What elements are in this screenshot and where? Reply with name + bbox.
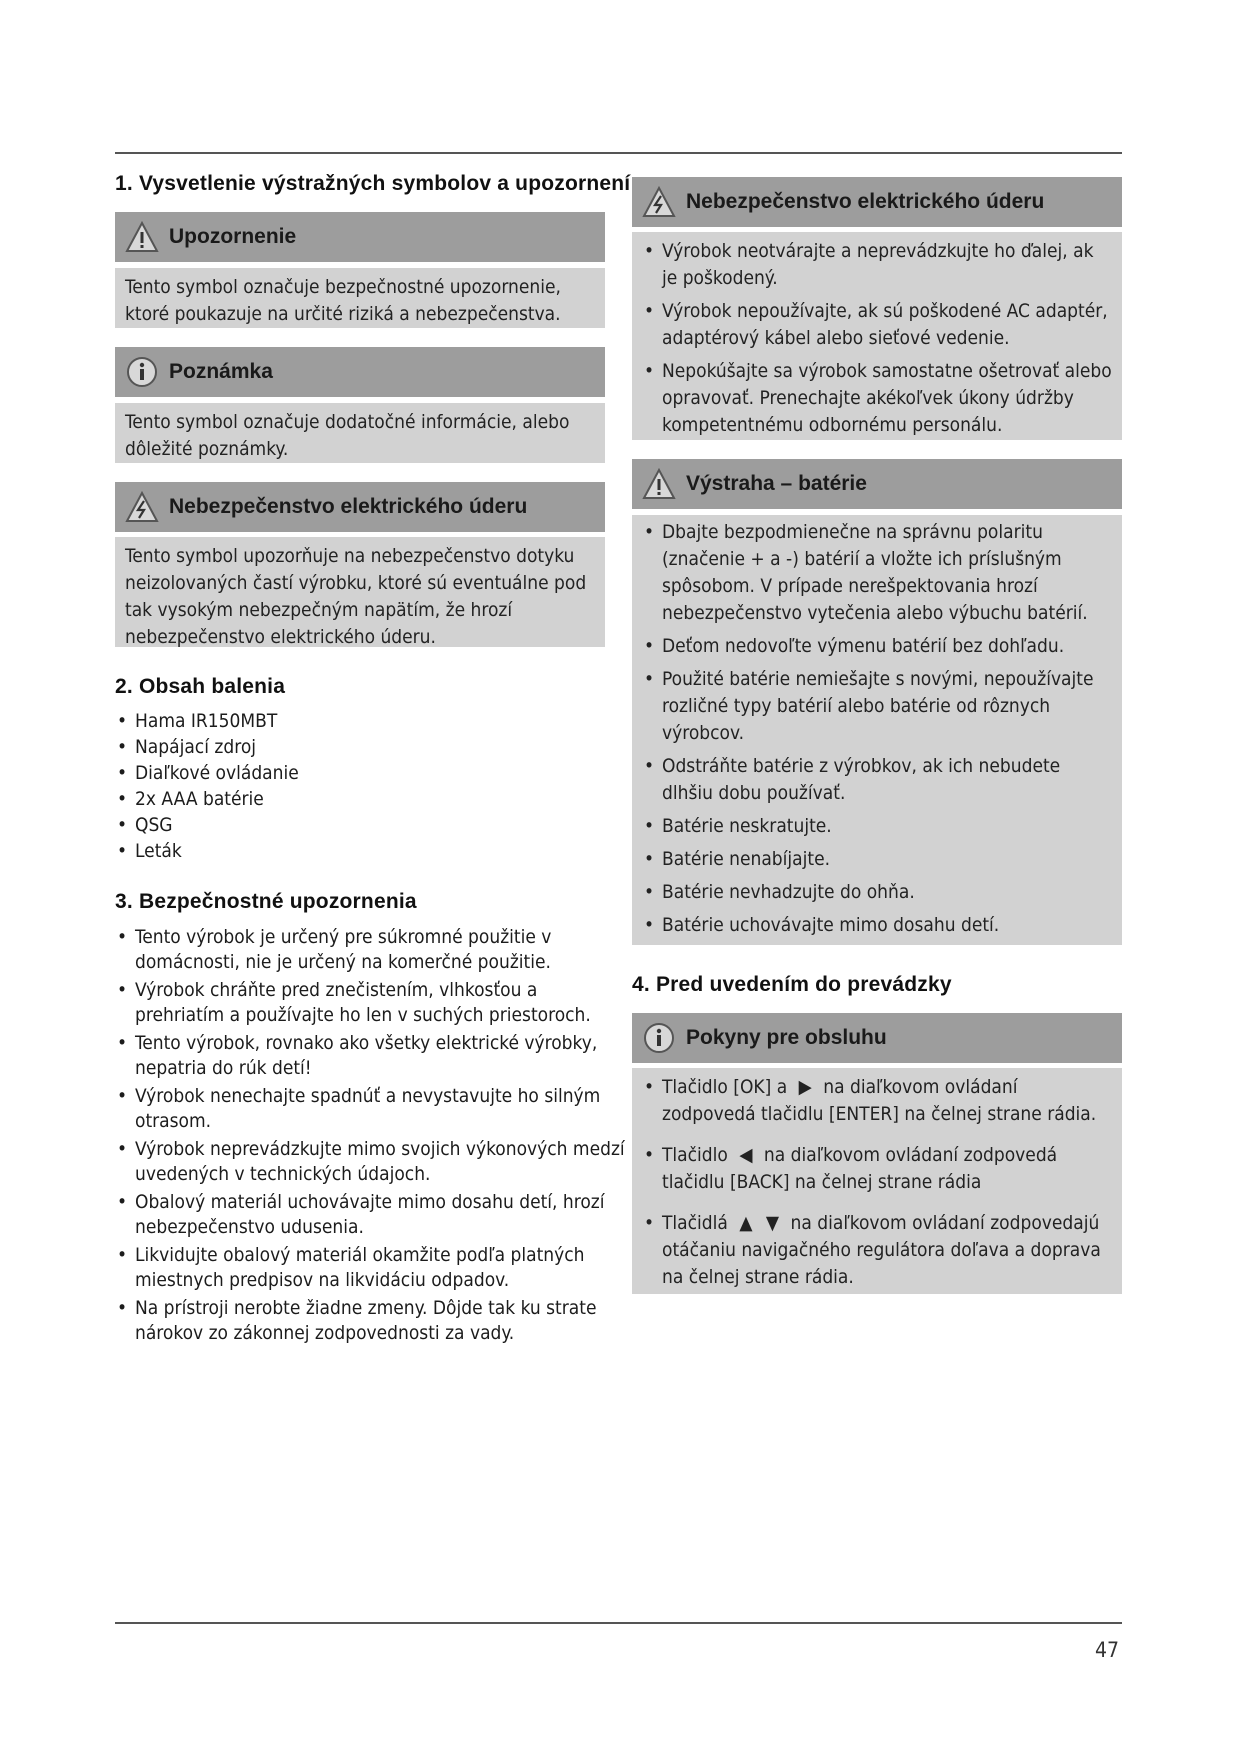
list-item: • Leták	[115, 838, 595, 864]
list-item: • Na prístroji nerobte žiadne zmeny. Dôjde tak ku strate nárokov zo zákonnej zodpovednosti za vady.	[115, 1296, 625, 1346]
nav-keys-desc: na diaľkovom ovládaní zodpovedajú otáčaniu navigačného regulátora doľava a doprava na čelnej strane rádia.	[662, 1212, 1101, 1288]
package-contents-list	[115, 708, 595, 864]
operation-box-header	[632, 1013, 1122, 1063]
list-item: • Výrobok chráňte pred znečistením, vlhkosťou a prehriatím a používajte ho len v suchých priestoroch.	[115, 978, 625, 1028]
back-key-desc: na diaľkovom ovládaní zodpovedá tlačidlu [BACK] na čelnej strane rádia	[662, 1144, 1058, 1193]
back-key-text: Tlačidlo	[662, 1144, 728, 1166]
warning-box-header	[115, 212, 605, 262]
electric-shock-warning-icon	[125, 490, 159, 524]
note-box-text: Tento symbol označuje dodatočné informácie, alebo dôležité poznámky.	[115, 403, 605, 463]
right-shock-box-title: Nebezpečenstvo elektrického úderu	[686, 190, 1045, 213]
list-item: • Tento výrobok, rovnako ako všetky elektrické výrobky, nepatria do rúk detí!	[115, 1031, 625, 1081]
battery-box-title: Výstraha – batérie	[686, 472, 867, 495]
list-item: • Výrobok neprevádzkujte mimo svojich výkonových medzí uvedených v technických údajoch.	[115, 1137, 625, 1187]
list-item: • Obalový materiál uchovávajte mimo dosahu detí, hrozí nebezpečenstvo udusenia.	[115, 1190, 625, 1240]
operation-box-body	[632, 1068, 1122, 1294]
list-item: • Batérie uchovávajte mimo dosahu detí.	[642, 912, 1112, 939]
list-item: • Výrobok nepoužívajte, ak sú poškodené AC adaptér, adaptérový kábel alebo sieťové vedenie.	[642, 298, 1112, 352]
list-item: • Likvidujte obalový materiál okamžite podľa platných miestnych predpisov na likvidáciu odpadov.	[115, 1243, 625, 1293]
left-arrow-icon: ◀	[739, 1144, 753, 1166]
right-shock-box-header	[632, 177, 1122, 227]
list-item: • Batérie neskratujte.	[642, 813, 1112, 840]
list-item: • 2x AAA batérie	[115, 786, 595, 812]
up-arrow-icon: ▲	[739, 1212, 753, 1234]
list-item: • Batérie nevhadzujte do ohňa.	[642, 879, 1112, 906]
list-item	[642, 1074, 1112, 1128]
section1-heading: 1. Vysvetlenie výstražných symbolov a upozornení	[115, 172, 631, 195]
nav-keys-text: Tlačidlá	[662, 1212, 728, 1234]
list-item: • Výrobok nenechajte spadnúť a nevystavujte ho silným otrasom.	[115, 1084, 625, 1134]
ok-key-desc: na diaľkovom ovládaní zodpovedá tlačidlu [ENTER] na čelnej strane rádia.	[662, 1076, 1097, 1125]
list-item: • Použité batérie nemiešajte s novými, nepoužívajte rozličné typy batérií alebo batérie od rôznych výrobcov.	[642, 666, 1112, 747]
shock-box-text: Tento symbol upozorňuje na nebezpečenstvo dotyku neizolovaných častí výrobku, ktoré sú eventuálne pod tak vysokým nebezpečným napätím, že hrozí nebezpečenstvo elektrického úderu.	[115, 537, 605, 647]
bottom-rule	[115, 1622, 1122, 1624]
ok-key-text: Tlačidlo [OK] a	[662, 1076, 788, 1098]
page-number: 47	[1094, 1638, 1119, 1662]
list-item: • QSG	[115, 812, 595, 838]
info-circle-icon	[642, 1021, 676, 1055]
list-item: • Dbajte bezpodmienečne na správnu polaritu (značenie + a -) batérií a vložte ich príslušným spôsobom. V prípade nerešpektovania hrozí nebezpečenstvo vytečenia alebo výbuchu batérií.	[642, 519, 1112, 627]
battery-box-body	[632, 515, 1122, 945]
warning-box-text: Tento symbol označuje bezpečnostné upozornenie, ktoré poukazuje na určité riziká a nebezpečenstva.	[115, 268, 605, 328]
right-shock-box-body	[632, 232, 1122, 440]
section3-heading: 3. Bezpečnostné upozornenia	[115, 890, 417, 913]
warning-box-title: Upozornenie	[169, 225, 297, 248]
shock-box-title: Nebezpečenstvo elektrického úderu	[169, 495, 528, 518]
right-arrow-icon: ▶	[798, 1076, 812, 1098]
list-item: • Napájací zdroj	[115, 734, 595, 760]
warning-triangle-icon	[125, 220, 159, 254]
list-item	[642, 1142, 1112, 1196]
note-box-title: Poznámka	[169, 360, 273, 383]
top-rule	[115, 152, 1122, 154]
list-item: • Diaľkové ovládanie	[115, 760, 595, 786]
list-item: • Batérie nenabíjajte.	[642, 846, 1112, 873]
list-item: • Tento výrobok je určený pre súkromné použitie v domácnosti, nie je určený na komerčné použitie.	[115, 925, 625, 975]
battery-box-header	[632, 459, 1122, 509]
list-item: • Odstráňte batérie z výrobkov, ak ich nebudete dlhšiu dobu používať.	[642, 753, 1112, 807]
list-item: • Hama IR150MBT	[115, 708, 595, 734]
shock-box-header	[115, 482, 605, 532]
operation-box-title: Pokyny pre obsluhu	[686, 1026, 887, 1049]
safety-list	[115, 925, 625, 1349]
list-item: • Deťom nedovoľte výmenu batérií bez dohľadu.	[642, 633, 1112, 660]
note-box-header	[115, 347, 605, 397]
list-item	[642, 1210, 1112, 1291]
list-item: • Nepokúšajte sa výrobok samostatne ošetrovať alebo opravovať. Prenechajte akékoľvek úkony údržby kompetentnému odbornému personálu.	[642, 358, 1112, 439]
electric-shock-warning-icon	[642, 185, 676, 219]
warning-triangle-icon	[642, 467, 676, 501]
list-item: • Výrobok neotvárajte a neprevádzkujte ho ďalej, ak je poškodený.	[642, 238, 1112, 292]
down-arrow-icon: ▼	[765, 1212, 780, 1234]
info-circle-icon	[125, 355, 159, 389]
section2-heading: 2. Obsah balenia	[115, 675, 286, 698]
section4-heading: 4. Pred uvedením do prevádzky	[632, 973, 952, 996]
